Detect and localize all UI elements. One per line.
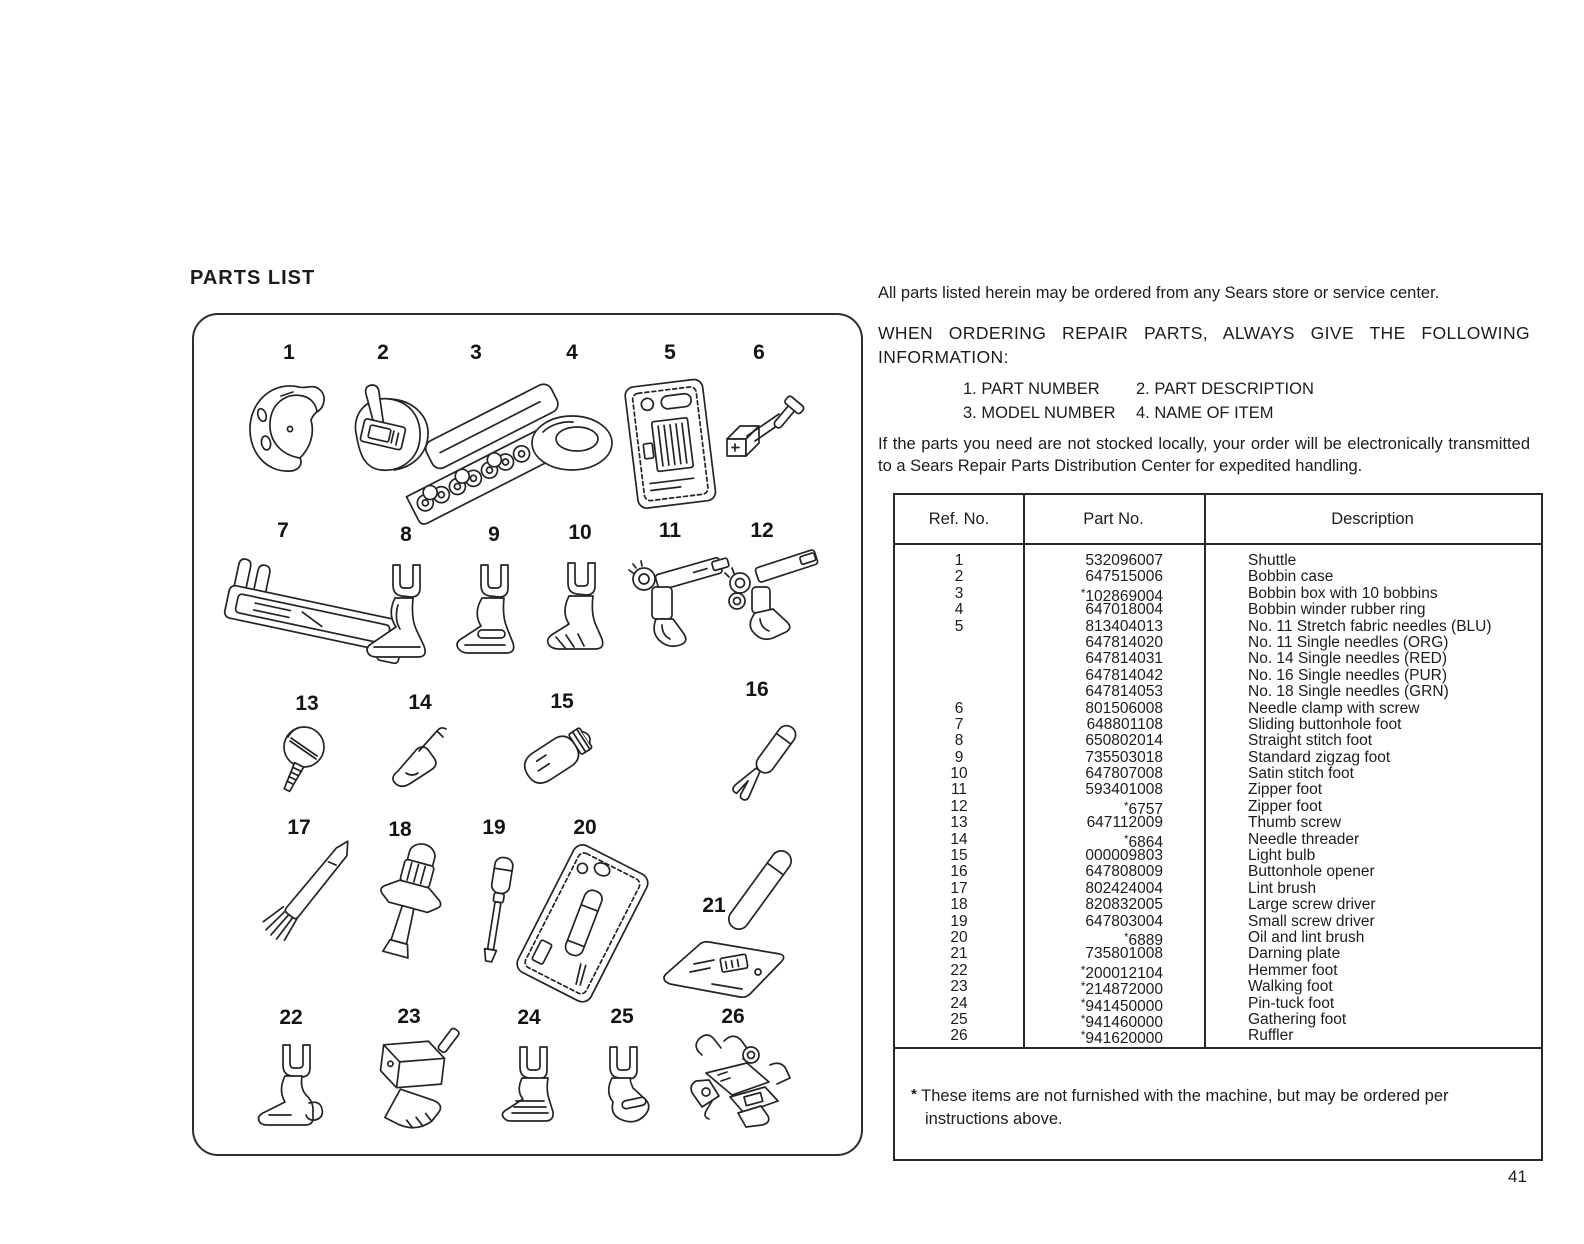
part-illustration-shuttle [250,386,324,471]
part-illustration-oil-lint-kit [514,841,652,1005]
cell-part-no: 647808009 [1085,863,1163,881]
table-row [895,928,1541,949]
cell-part-no: *6757 [1124,800,1163,818]
cell-part-no: 647515006 [1085,568,1163,586]
part-number-label: 3 [470,341,482,364]
part-illustration-zipper-foot-b [725,549,818,639]
table-row [895,651,1541,667]
cell-description: Small screw driver [1248,912,1375,930]
cell-ref-no: 1 [954,552,964,569]
part-illustration-needle-threader [393,728,446,786]
cell-description: Sliding buttonhole foot [1248,715,1402,733]
part-number-label: 10 [568,521,592,544]
table-row [895,815,1541,831]
cell-part-no: *102869004 [1080,587,1163,605]
cell-description: Satin stitch foot [1248,765,1354,783]
cell-description: Ruffler [1248,1027,1294,1045]
cell-ref-no: 16 [950,863,968,881]
ordering-heading: WHEN ORDERING REPAIR PARTS, ALWAYS GIVE THE FOLLOWING INFORMATION: [878,323,1530,367]
cell-part-no: 647018004 [1085,601,1163,619]
footnote-text: These items are not furnished with the machine, but may be ordered per instructions above. [921,1087,1449,1128]
cell-part-no: 813404013 [1085,617,1163,635]
part-illustration-walking-foot [374,1019,461,1132]
table-row [895,881,1541,897]
table-row [895,668,1541,684]
table-row [895,717,1541,733]
cell-description: No. 11 Single needles (ORG) [1248,633,1449,651]
cell-ref-no: 4 [954,601,964,619]
cell-description: Walking foot [1248,978,1333,996]
table-row [895,864,1541,880]
part-number-label: 21 [702,894,726,917]
part-illustration-needle-pack [624,378,716,509]
table-row [895,978,1541,999]
cell-ref-no: 5 [954,617,964,635]
part-number-label: 17 [287,816,311,839]
header-description: Description [1331,509,1414,528]
ordering-item-3: 3. MODEL NUMBER [963,403,1116,422]
part-number-label: 26 [721,1005,745,1028]
part-illustration-winder-ring [532,416,612,470]
cell-description: Large screw driver [1248,896,1376,914]
part-number-label: 15 [550,690,574,713]
cell-ref-no: 21 [950,945,968,963]
cell-description: Bobbin winder rubber ring [1248,601,1426,619]
part-number-label: 20 [573,816,597,839]
cell-part-no: 532096007 [1085,552,1163,569]
table-footnote [911,1083,1525,1131]
part-number-label: 5 [664,341,676,364]
cell-description: Pin-tuck foot [1248,994,1335,1012]
table-row [895,584,1541,605]
cell-description: Needle clamp with screw [1248,699,1420,717]
table-row [895,914,1541,930]
page-title: PARTS LIST [190,267,316,289]
cell-ref-no: 14 [950,830,968,848]
table-row [895,750,1541,766]
part-illustration-hemmer-foot [259,1045,323,1125]
table-row [895,994,1541,1015]
part-illustration-pin-tuck-foot [502,1047,553,1121]
ordering-item-2: 2. PART DESCRIPTION [1136,380,1314,398]
cell-description: Buttonhole opener [1248,863,1375,881]
table-row [895,897,1541,913]
part-illustration-zigzag-foot [457,565,514,653]
part-number-label: 4 [566,341,578,364]
cell-part-no: 735503018 [1085,748,1163,766]
cell-ref-no: 20 [950,928,968,946]
ordering-item-4: 4. NAME OF ITEM [1136,403,1274,422]
cell-part-no: *941460000 [1080,1013,1163,1031]
cell-ref-no [895,668,1023,684]
part-number-label: 11 [658,519,682,542]
intro-paragraph: All parts listed herein may be ordered from any Sears store or service center. [878,284,1440,302]
cell-ref-no: 17 [950,879,968,897]
cell-description: Shuttle [1248,552,1297,569]
part-illustration-needle-clamp [727,395,805,456]
cell-ref-no: 25 [950,1010,968,1028]
cell-description: Bobbin case [1248,568,1334,586]
cell-part-no: 647814042 [1085,666,1163,684]
cell-ref-no: 3 [954,584,964,602]
cell-ref-no [895,651,1023,667]
table-row [895,733,1541,749]
cell-part-no: 650802014 [1085,732,1163,750]
table-row [895,684,1541,700]
cell-description: Bobbin box with 10 bobbins [1248,584,1438,602]
parts-diagram-box [192,313,863,1156]
cell-description: Lint brush [1248,879,1317,897]
part-number-label: 2 [377,341,389,364]
cell-part-no: *6889 [1124,931,1163,949]
cell-description: Thumb screw [1248,814,1342,832]
table-row [895,569,1541,585]
cell-part-no: *200012104 [1080,964,1163,982]
table-row [895,701,1541,717]
part-number-label: 8 [400,523,412,546]
cell-ref-no: 7 [954,715,964,733]
cell-ref-no: 22 [950,961,968,979]
cell-ref-no: 19 [950,912,968,930]
page-number: 41 [1508,1167,1527,1186]
part-illustration-satin-stitch-foot [548,563,603,649]
parts-table-header [895,495,1541,545]
cell-part-no: 802424004 [1085,879,1163,897]
part-number-label: 6 [753,341,765,364]
part-illustration-thumb-screw [282,727,324,792]
cell-part-no: 648801108 [1086,715,1163,733]
part-illustration-gathering-foot [609,1047,649,1122]
table-row [895,635,1541,651]
table-row [895,553,1541,569]
cell-description: Light bulb [1248,847,1316,865]
cell-part-no: 647803004 [1085,912,1163,930]
cell-ref-no: 18 [950,896,968,914]
part-number-label: 24 [517,1006,541,1029]
cell-description: No. 16 Single needles (PUR) [1248,666,1448,684]
part-number-label: 22 [279,1006,303,1029]
table-rule [895,1047,1541,1049]
cell-part-no: 647814020 [1085,633,1163,651]
table-row [895,946,1541,962]
cell-description: No. 11 Stretch fabric needles (BLU) [1248,617,1492,635]
part-number-label: 13 [295,692,319,715]
table-row [895,782,1541,798]
cell-ref-no: 23 [950,978,968,996]
part-number-label: 14 [408,691,432,714]
cell-description: Zipper foot [1248,781,1323,799]
part-number-label: 9 [488,523,500,546]
table-row [895,1027,1541,1048]
cell-ref-no [895,684,1023,700]
part-illustration-small-screwdriver [480,856,514,963]
header-ref-no: Ref. No. [928,509,990,528]
part-illustration-light-bulb [519,722,597,788]
table-row [895,830,1541,851]
part-illustration-bobbin-case [355,385,428,470]
cell-part-no: 647807008 [1085,765,1163,783]
cell-ref-no: 9 [954,748,964,766]
cell-ref-no: 15 [950,847,968,865]
footnote-marker: * [911,1086,917,1103]
part-number-label: 7 [277,519,289,542]
cell-part-no: *6864 [1124,833,1163,851]
part-number-label: 18 [388,818,412,841]
table-row [895,1010,1541,1031]
cell-description: No. 14 Single needles (RED) [1248,650,1448,668]
header-part-no: Part No. [1083,509,1144,528]
table-row [895,797,1541,818]
cell-ref-no: 2 [954,568,964,586]
cell-ref-no: 6 [954,699,964,717]
part-illustration-large-screwdriver [366,837,455,963]
part-illustration-straight-stitch-foot [367,565,425,657]
cell-part-no: 735801008 [1085,945,1163,963]
table-row [895,619,1541,635]
part-illustration-lint-brush [260,830,355,943]
cell-part-no: 647814031 [1085,650,1163,668]
cell-description: No. 18 Single needles (GRN) [1248,683,1449,701]
cell-part-no: 647112009 [1086,814,1163,832]
cell-part-no: *214872000 [1080,981,1163,999]
part-illustration-darning-plate [664,942,784,997]
table-row [895,766,1541,782]
cell-description: Gathering foot [1248,1010,1347,1028]
cell-description: Darning plate [1248,945,1341,963]
part-number-label: 16 [745,678,769,701]
cell-description: Standard zigzag foot [1248,748,1391,766]
cell-part-no: 647814053 [1085,683,1163,701]
cell-description: Straight stitch foot [1248,732,1373,750]
part-illustration-ruffler [691,1035,790,1127]
availability-paragraph: If the parts you need are not stocked locally, your order will be electronically transmitted to a Sears Repair Parts Distribution Center for expedited handling. [878,435,1530,475]
cell-ref-no [895,635,1023,651]
part-number-label: 19 [482,816,506,839]
cell-part-no: 000009803 [1085,847,1163,865]
cell-part-no: 820832005 [1085,896,1163,914]
part-number-label: 1 [283,341,295,364]
cell-part-no: *941620000 [1080,1030,1163,1048]
table-row [895,602,1541,618]
table-row [895,961,1541,982]
cell-description: Oil and lint brush [1248,928,1365,946]
cell-ref-no: 13 [950,814,968,832]
cell-description: Needle threader [1248,830,1360,848]
parts-diagram-canvas [194,315,861,1154]
cell-part-no: *941450000 [1080,997,1163,1015]
cell-description: Zipper foot [1248,797,1323,815]
cell-ref-no: 8 [954,732,964,750]
parts-table [893,493,1543,1161]
part-number-label: 25 [610,1005,634,1028]
cell-ref-no: 26 [950,1027,968,1045]
cell-part-no: 801506008 [1085,699,1163,717]
table-row [895,848,1541,864]
cell-part-no: 593401008 [1085,781,1163,799]
parts-table-body [895,545,1541,1048]
ordering-item-1: 1. PART NUMBER [963,380,1100,398]
cell-ref-no: 10 [950,765,968,783]
cell-ref-no: 11 [950,781,968,799]
ordering-info-list [963,379,1314,424]
cell-ref-no: 24 [950,994,968,1012]
part-number-label: 23 [397,1005,421,1028]
part-illustration-buttonhole-opener [725,720,799,933]
cell-ref-no: 12 [950,797,968,815]
part-illustration-zipper-foot-a [629,555,730,646]
cell-description: Hemmer foot [1248,961,1338,979]
part-number-label: 12 [750,519,774,542]
